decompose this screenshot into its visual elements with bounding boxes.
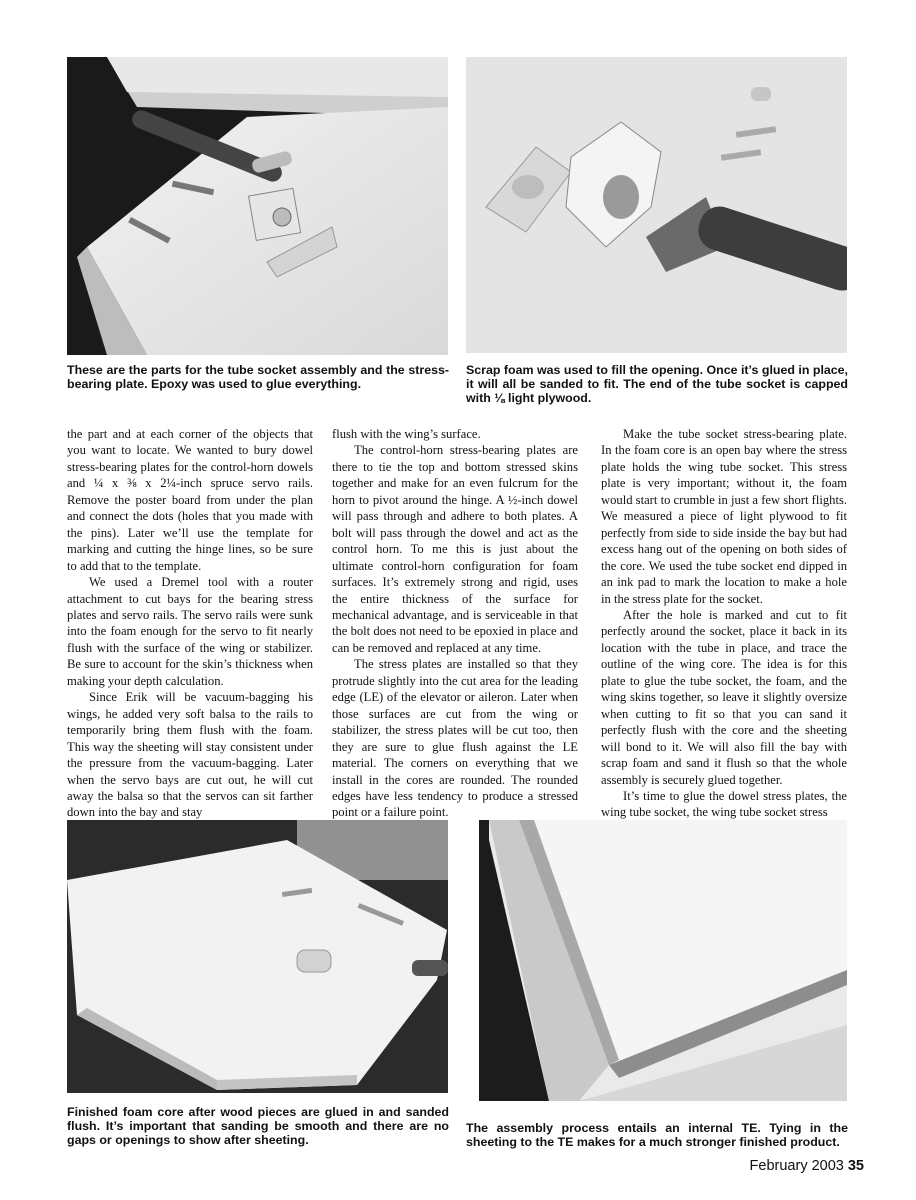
paragraph: Since Erik will be vacuum-bagging his wings, he added very soft balsa to the rails to temporarily bring them flush with the foam. This way the sheeting will stay consistent under the pressure from the vacuum-bagging. Later when the servo bays are cut out, he will cut away the balsa so that the servos can sit farther down into the bay and stay: [67, 690, 313, 820]
paragraph: The control-horn stress-bearing plates are there to tie the top and bottom stressed skins together and make for an even fulcrum for the horn to pivot around the hinge. A ½-inch dowel will pass through and adhere to both plates. A bolt will pass through the dowel and act as the control horn. To me this is just about the ultimate control-horn configuration for foam surfaces. It’s extremely strong and rigid, uses the entire thickness of the surface for mechanical advantage, and is serviceable in that the bolt does not need to be epoxied in place and can be removed and replaced at any time.: [332, 443, 578, 655]
photo-scrap-foam-fill-image: [466, 57, 847, 353]
caption-scrap-foam-fill: [466, 363, 848, 405]
issue-date: February 2003: [749, 1158, 844, 1174]
paragraph: Make the tube socket stress-bearing plate. In the foam core is an open bay where the stress plate holds the wing tube socket. This stress plate is very important; without it, the foam would start to crumble in just a few short flights. We measured a piece of light plywood to fit perfectly from side to side inside the bay but had excess hang out of the opening on both sides of the core. We used the tube socket end dipped in an ink pad to mark the location to make a hole in the stress plate for the socket.: [601, 427, 847, 606]
photo-internal-te: [479, 820, 847, 1101]
paragraph: We used a Dremel tool with a router attachment to cut bays for the bearing stress plates and servo rails. The servo rails were sunk into the foam enough for the servo to fit nearly flush with the surface of the wing or stabilizer. Be sure to account for the skin’s thickness when making your depth calculation.: [67, 575, 313, 688]
paragraph: the part and at each corner of the objects that you want to locate. We wanted to bury dowel stress-bearing plates for the control-horn dowels and ¼ x ⅜ x 2¼-inch spruce servo rails. Remove the poster board from under the plan and connect the dots (holes that you made with the pins). Later we’ll use the template for marking and cutting the hinge lines, so be sure to add that to the template.: [67, 427, 313, 573]
caption-tube-socket-parts: These are the parts for the tube socket assembly and the stress-bearing plate. Epoxy was used to glue everything.: [67, 363, 449, 391]
caption-scrap-foam-fill-text-b: light plywood.: [504, 391, 592, 405]
paragraph: After the hole is marked and cut to fit perfectly around the socket, place it back in its location with the tube in place, and trace the outline of the wing core. The idea is for this plate to glue the tube socket, the foam, and the wing skins together, so leave it slightly oversize when cutting to fit so that you can sand it perfectly flush with the core and the sheeting will bond to it. We will also fill the bay with scrap foam and sand it flush so that the whole assembly is securely glued together.: [601, 607, 847, 787]
paragraph: The stress plates are installed so that they protrude slightly into the cut area for the leading edge (LE) of the elevator or aileron. Later when those surfaces are cut from the wing or stabilizer, the stress plates will be cut too, then they are sure to glue flush against the LE material. The corners on everything that we install in the cores are rounded. The rounded edges have less tendency to produce a stressed point or a failure point.: [332, 657, 578, 820]
photo-scrap-foam-fill: [466, 57, 847, 353]
photo-internal-te-image: [479, 820, 847, 1101]
photo-finished-foam-core: [67, 820, 448, 1093]
page-number: 35: [847, 1158, 864, 1174]
caption-internal-te: The assembly process entails an internal TE. Tying in the sheeting to the TE makes for a much stronger finished product.: [466, 1121, 848, 1149]
page-footer: [750, 1158, 864, 1174]
caption-finished-foam-core: Finished foam core after wood pieces are glued in and sanded flush. It’s important that sanding be smooth and there are no gaps or openings to show after sheeting.: [67, 1105, 449, 1147]
text-column-3: [601, 426, 847, 821]
photo-tube-socket-parts-image: [67, 57, 448, 355]
photo-tube-socket-parts: [67, 57, 448, 355]
caption-scrap-foam-fill-text-a: Scrap foam was used to fill the opening. Once it’s glued in place, it will all be sanded to fit. The end of the tube socket is capped with: [466, 363, 848, 405]
paragraph: It’s time to glue the dowel stress plates, the wing tube socket, the wing tube socket stress: [601, 788, 847, 820]
paragraph: flush with the wing’s surface.: [332, 427, 481, 441]
text-column-1: [67, 426, 313, 821]
photo-finished-foam-core-image: [67, 820, 448, 1093]
caption-fraction: ⅛: [494, 391, 505, 405]
text-column-2: [332, 426, 578, 821]
